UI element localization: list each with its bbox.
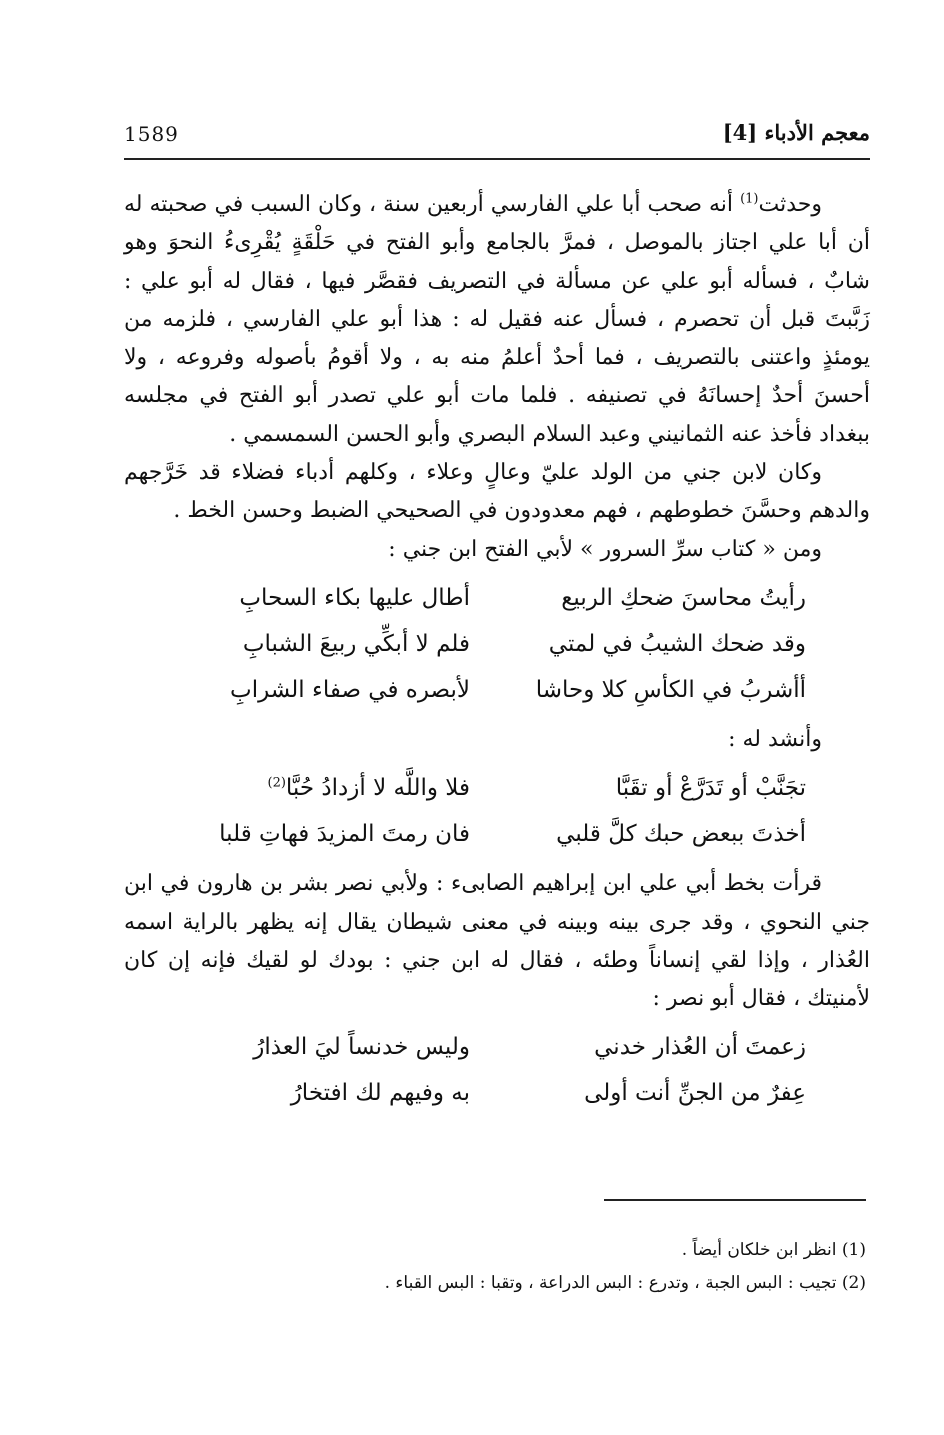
verse-second-hemistich: فان رمتَ المزيدَ فهاتِ قلبا (219, 821, 470, 848)
verse-second-hemistich: فلم لا أبكِّي ربيعَ الشبابِ (242, 630, 470, 657)
footnotes (124, 1234, 866, 1300)
verse-first-hemistich: زعمتَ أن العُذار خدني (594, 1034, 806, 1061)
paragraph-1 (124, 186, 870, 454)
verse-first-hemistich: أخذتَ ببعض حبك كلَّ قلبي (556, 821, 806, 848)
footnote-1: (1) انظر ابن خلكان أيضاً . (681, 1240, 866, 1260)
footnote-separator (604, 1199, 866, 1201)
poem-1-intro: ومن « كتاب سرِّ السرور » لأبي الفتح ابن جني : (388, 536, 822, 562)
verse (124, 1024, 870, 1070)
poem-1 (124, 575, 870, 713)
poem-2-intro: وأنشد له : (728, 726, 822, 752)
verse (124, 811, 870, 857)
verse (124, 1070, 870, 1116)
footnote-ref-1: (1) (740, 191, 759, 207)
paragraph-2: وكان لابن جني من الولد عليّ وعالٍ وعلاء ، وكلهم أدباء فضلاء قد خَرَّجهم والدهم وحسَّنَ خطوطهم ، فهم معدودون في الصحيحي الضبط وحسن الخط . (124, 460, 870, 524)
verse (124, 667, 870, 713)
running-title: معجم الأدباء [4] (722, 120, 870, 145)
verse-second-hemistich (170, 765, 470, 811)
verse-first-hemistich: عِفرٌ من الجنِّ أنت أولى (584, 1080, 806, 1107)
verse-first-hemistich: تجَنَّبْ أو تَدَرَّعْ أو تقَبَّا (615, 775, 806, 802)
verse-second-hemistich: لأبصره في صفاء الشرابِ (230, 676, 470, 703)
verse-second-hemistich: أطال عليها بكاء السحابِ (239, 584, 470, 611)
verse-first-hemistich: رأيتُ محاسنَ ضحكِ الربيع (561, 584, 806, 611)
page-header (124, 118, 870, 152)
page-number: 1589 (124, 122, 179, 146)
paragraph-1-start: وحدثت (758, 192, 822, 217)
header-rule (124, 158, 870, 160)
verse-first-hemistich: وقد ضحك الشيبُ في لمتي (548, 630, 806, 657)
verse-second-hemistich-text: فلا واللَّه لا أزدادُ حُبَّا (285, 775, 470, 802)
verse (124, 575, 870, 621)
footnote-2: (2) تجيب : البس الجبة ، وتدرع : البس الدراعة ، وتقبا : البس القباء . (384, 1273, 866, 1293)
verse (124, 621, 870, 667)
poem-2 (124, 765, 870, 857)
verse-first-hemistich: أأشربُ في الكأسِ كلا وحاشا (535, 676, 806, 703)
main-text (124, 186, 870, 1124)
paragraph-1-text: أنه صحب أبا علي الفارسي أربعين سنة ، وكان السبب في صحبته له أن أبا علي اجتاز بالموصل ، فمرَّ بالجامع وأبو الفتح في حَلْقَةٍ يُقْرِىءُ النحوَ وهو شابٌ ، فسأله أبو علي عن مسألة في التصريف فقصَّر فيها ، فقال له أبو علي : زَبَّبتَ قبل أن تحصرم ، فسأل عنه فقيل له : هذا أبو علي الفارسي ، فلزمه من يومئذٍ واعتنى بالتصريف ، فما أحدٌ أعلمُ منه به ، ولا أقومُ بأصوله وفروعه ، ولا أحسنَ أحدٌ إحسانَهُ في تصنيفه . فلما مات أبو علي تصدر أبو الفتح في مجلسه ببغداد فأخذ عنه الثمانيني وعبد السلام البصري وأبو الحسن السمسمي . (124, 192, 870, 447)
verse-second-hemistich: وليس خدنساً ليَ العذارُ (253, 1034, 470, 1061)
verse (124, 765, 870, 811)
verse-second-hemistich: به وفيهم لك افتخارُ (290, 1080, 470, 1107)
poem-3 (124, 1024, 870, 1116)
footnote-ref-2: (2) (267, 775, 286, 791)
paragraph-3: قرأت بخط أبي علي ابن إبراهيم الصابىء : ولأبي نصر بشر بن هارون في ابن جني النحوي ، وقد جرى بينه وبينه في معنى شيطان يقال إنه يظهر بالراية اسمه العُذار ، وإذا لقي إنساناً وطئه ، فقال له ابن جني : بودك لو لقيك فإنه إن كان لأمنيتك ، فقال أبو نصر : (124, 871, 870, 1012)
